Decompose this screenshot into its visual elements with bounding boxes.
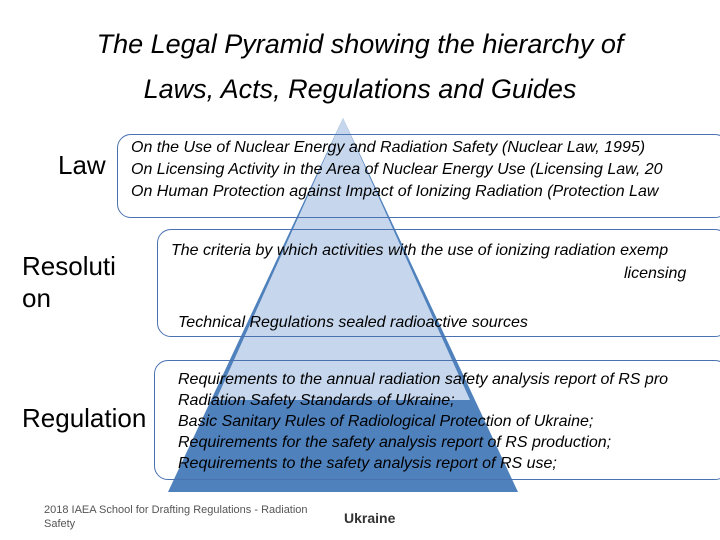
resolution-item: The criteria by which activities with the use of ionizing radiation exemp — [171, 242, 669, 259]
page-title-line1: The Legal Pyramid showing the hierarchy of — [96, 29, 624, 59]
tier-label-resolution-line2: on — [22, 283, 51, 313]
footer-source-line2: Safety — [44, 518, 76, 530]
tier-label-law: Law — [58, 150, 106, 180]
law-item: On Human Protection against Impact of Ionizing Radiation (Protection Law — [131, 183, 659, 200]
tier-label-resolution-line1: Resoluti — [22, 251, 116, 281]
regulation-item: Requirements to the annual radiation safety analysis report of RS pro — [178, 371, 669, 388]
resolution-item: licensing — [624, 265, 687, 282]
regulation-item: Basic Sanitary Rules of Radiological Protection of Ukraine; — [178, 413, 594, 430]
law-item: On the Use of Nuclear Energy and Radiation Safety (Nuclear Law, 1995) — [131, 139, 646, 156]
footer-country: Ukraine — [344, 510, 396, 526]
law-item: On Licensing Activity in the Area of Nuclear Energy Use (Licensing Law, 20 — [131, 161, 663, 178]
tier-label-regulation: Regulation — [22, 403, 147, 433]
resolution-item: Technical Regulations sealed radioactive sources — [178, 314, 528, 331]
page-title-line2: Laws, Acts, Regulations and Guides — [143, 74, 577, 104]
regulation-item: Requirements to the safety analysis report of RS use; — [178, 455, 557, 472]
regulation-item: Requirements for the safety analysis report of RS production; — [178, 434, 612, 451]
footer-source-line1: 2018 IAEA School for Drafting Regulations - Radiation — [44, 504, 308, 516]
regulation-item: Radiation Safety Standards of Ukraine; — [178, 392, 455, 409]
